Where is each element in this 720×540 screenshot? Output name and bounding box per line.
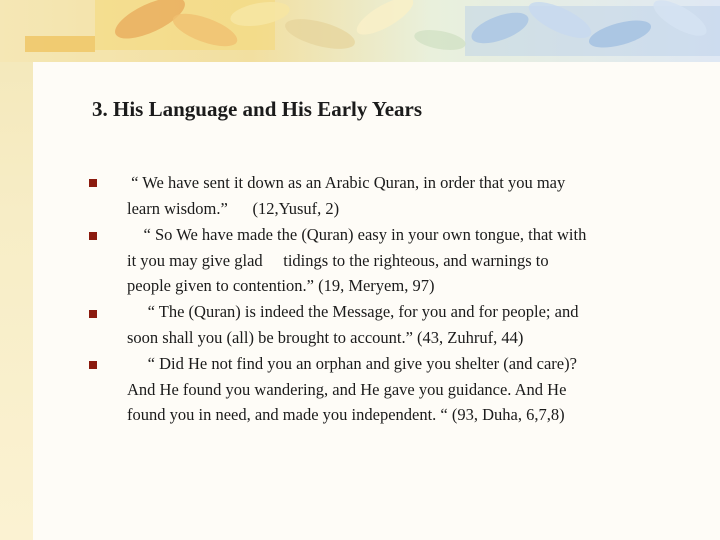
list-item-line: “ So We have made the (Quran) easy in your own tongue, that with bbox=[127, 225, 587, 244]
left-decorative-strip bbox=[0, 0, 33, 540]
list-item-line: soon shall you (all) be brought to account.” (43, Zuhruf, 44) bbox=[127, 327, 524, 347]
list-item-line: “ Did He not find you an orphan and give you shelter (and care)? bbox=[127, 354, 577, 373]
list-item bbox=[127, 299, 702, 350]
list-item-line: And He found you wandering, and He gave you guidance. And He bbox=[127, 379, 567, 399]
list-item-line: “ The (Quran) is indeed the Message, for you and for people; and bbox=[127, 302, 579, 321]
list-item-line: found you in need, and made you independent. “ (93, Duha, 6,7,8) bbox=[127, 405, 565, 424]
list-item bbox=[127, 351, 702, 428]
square-bullet-icon bbox=[89, 361, 97, 369]
list-item-line: people given to contention.” (19, Meryem, 97) bbox=[127, 276, 435, 295]
square-bullet-icon bbox=[89, 310, 97, 318]
list-item bbox=[127, 222, 702, 299]
square-bullet-icon bbox=[89, 179, 97, 187]
list-item bbox=[127, 170, 702, 221]
leaf-banner-decoration bbox=[0, 0, 720, 62]
slide-title: 3. His Language and His Early Years bbox=[92, 97, 423, 121]
list-item-line: it you may give glad tidings to the righteous, and warnings to bbox=[127, 250, 549, 270]
square-bullet-icon bbox=[89, 232, 97, 240]
list-item-line: learn wisdom.” (12,Yusuf, 2) bbox=[127, 198, 340, 218]
list-item-line: “ We have sent it down as an Arabic Quran, in order that you may bbox=[127, 173, 566, 192]
